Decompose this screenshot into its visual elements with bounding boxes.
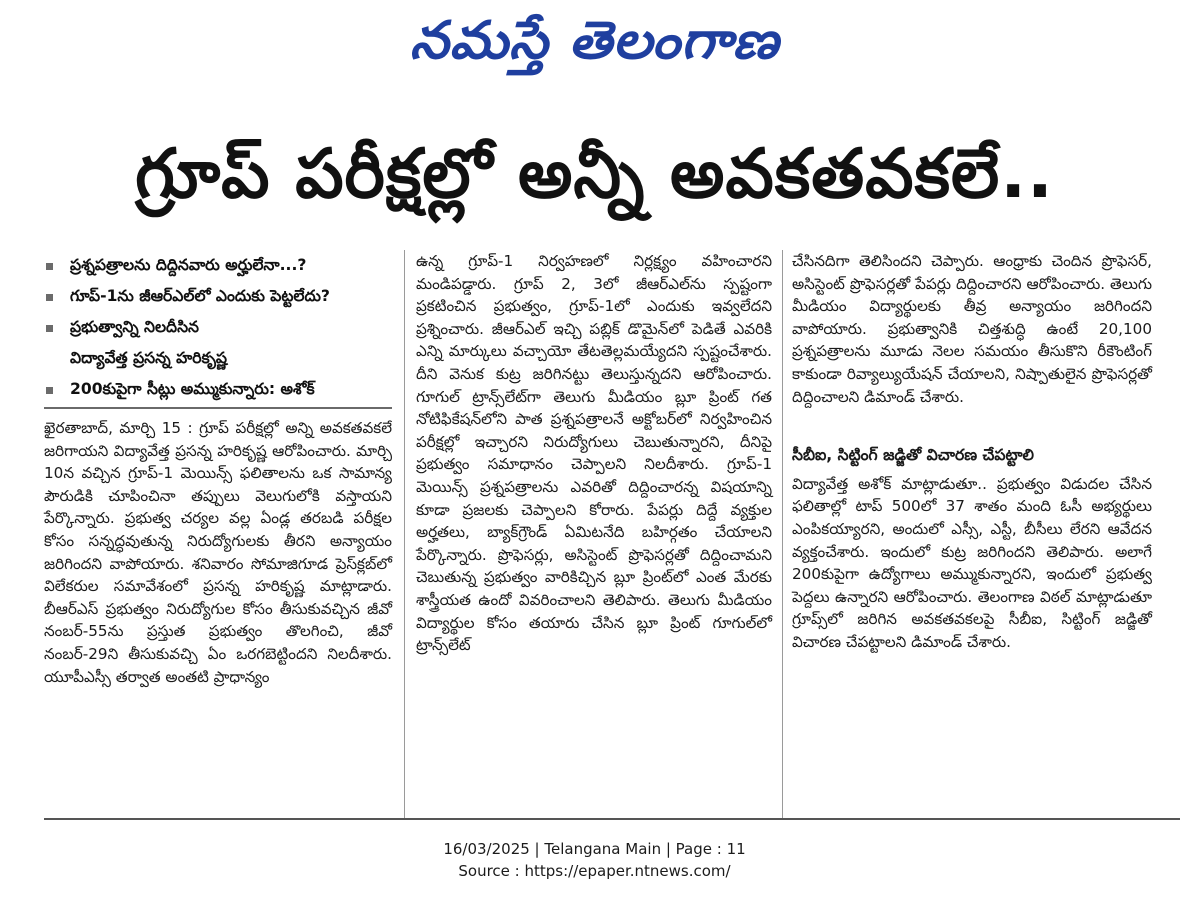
bullet-item: ప్రభుత్వాన్ని నిలదీసిన xyxy=(44,312,392,343)
article-subheading: సీబీఐ, సిట్టింగ్ జడ్జితో విచారణ చేపట్టాలి xyxy=(792,446,1034,465)
article-text: చేసినదిగా తెలిసిందని చెప్పారు. ఆంధ్రాకు చెందిన ప్రొఫెసర్, అసిస్టెంట్ ప్రొఫెసర్లతో పేపర్లు దిద్దించారని ఆరోపించారు. తెలుగు మీడియం విద్యార్థులకు తీవ్ర అన్యాయం జరిగిందని వాపోయారు. ప్రభుత్వానికి చిత్తశుద్ధి ఉంటే 20,100 ప్రశ్నపత్రాలను మూడు నెలల సమయం తీసుకొని రీకౌంటింగ్ కాకుండా రివ్యాల్యుయేషన్ చేయాలని, నిష్పాతులైన ప్రొఫెసర్లతో దిద్దించాలని డిమాండ్ చేశారు. xyxy=(792,252,1152,406)
article-column-3 xyxy=(792,250,1152,654)
footer-source: Source : https://epaper.ntnews.com/ xyxy=(458,862,731,880)
article-text: విద్యావేత్త అశోక్ మాట్లాడుతూ.. ప్రభుత్వం విడుదల చేసిన ఫలితాల్లో టాప్ 500లో 37 శాతం మంది ఓసీ అభ్యర్థులు ఎంపికయ్యారని, అందులో ఎస్సీ, ఎస్టీ, బీసీలు లేరని ఆవేదన వ్యక్తంచేశారు. ఇందులో కుట్ర జరిగిందని తెలిపారు. అలాగే 200కుపైగా ఉద్యోగాలు అమ్ముకున్నారని, ఇందులో ప్రభుత్వ పెద్దలు ఉన్నారని ఆరోపించారు. తెలంగాణ విఠల్ మాట్లాడుతూ గ్రూప్స్‌లో జరిగిన అవకతవకలపై సీబీఐ, సిట్టింగ్ జడ్జితో విచారణ చేపట్టాలని డిమాండ్ చేశారు. xyxy=(792,474,1152,651)
footer xyxy=(0,838,1189,882)
column-rule xyxy=(782,250,783,820)
bullet-item: ప్రశ్నపత్రాలను దిద్దినవారు అర్హులేనా...? xyxy=(44,250,392,281)
column-rule xyxy=(404,250,405,820)
article-text: ఖైరతాబాద్, మార్చి 15 : గ్రూప్ పరీక్షల్లో అన్ని అవకతవకలే జరిగాయని విద్యావేత్త ప్రసన్న హరికృష్ణ ఆరోపించారు. మార్చి 10న వచ్చిన గ్రూప్-1 మెయిన్స్ ఫలితాలను ఒక సామాన్య పౌరుడికి చూపించినా తప్పులు వెలుగులోకి వస్తాయని పేర్కొన్నారు. ప్రభుత్వ చర్యల వల్ల ఏండ్ల తరబడి పరీక్షల కోసం సన్నద్ధవుతున్న నిరుద్యోగులకు తీరని అన్యాయం జరిగిందని వాపోయారు. శనివారం సోమాజిగూడ ప్రెస్‌క్లబ్‌లో విలేకరుల సమావేశంలో ప్రసన్న హరికృష్ణ మాట్లాడారు. బీఆర్ఎస్ ప్రభుత్వం నిరుద్యోగుల కోసం తీసుకువచ్చిన జీవో నంబర్-55ను ప్రస్తుత ప్రభుత్వం తొలగించి, జీవో నంబర్-29ని తీసుకువచ్చి ఏం ఒరగబెట్టిందని నిలదీశారు. యూపీఎస్సీ తర్వాత అంతటి ప్రాధాన్యం xyxy=(44,419,392,686)
masthead-logo: నమస్తే తెలంగాణ xyxy=(409,10,780,71)
bullet-square-icon xyxy=(46,294,53,301)
bullet-square-icon xyxy=(46,263,53,270)
headline: గ్రూప్ పరీక్షల్లో అన్నీ అవకతవకలే.. xyxy=(135,135,1054,214)
bullet-item: 200కుపైగా సీట్లు అమ్ముకున్నారు: అశోక్ xyxy=(44,374,392,405)
summary-bullets xyxy=(44,250,392,405)
article-text: ఉన్న గ్రూప్-1 నిర్వహణలో నిర్లక్ష్యం వహించారని మండిపడ్డారు. గ్రూప్ 2, 3లో జీఆర్ఎల్‌ను స్పష్టంగా ప్రకటించిన ప్రభుత్వం, గ్రూప్-1లో ఎందుకు ఇవ్వలేదని ప్రశ్నించారు. జీఆర్ఎల్ ఇచ్చి పబ్లిక్ డొమైన్‌లో పెడితే ఎవరికి ఎన్ని మార్కులు వచ్చాయో తేటతెల్లమయ్యేదని స్పష్టంచేశారు. దీని వెనుక కుట్ర జరిగినట్టు తెలుస్తున్నదని ఆరోపించారు. గూగుల్ ట్రాన్స్‌లేట్‌గా తెలుగు మీడియం బ్లూ ప్రింట్ గత నోటిఫికేషన్‌లోని పాత ప్రశ్నపత్రాలనే అక్టోబర్‌లో నిర్వహించిన పరీక్షల్లో ఇచ్చారని నిరుద్యోగులు చెబుతున్నారని, దీనిపై ప్రభుత్వం సమాధానం చెప్పాలని నిలదీశారు. గ్రూప్-1 మెయిన్స్ ప్రశ్నపత్రాలను ఎవరితో దిద్దించారన్న విషయాన్ని కూడా ప్రజలకు చెప్పాలని కోరారు. పేపర్లు దిద్దే వ్యక్తుల అర్హతలు, బ్యాక్‌గ్రౌండ్ ఏమిటనేది బహిర్గతం చేయాలని పేర్కొన్నారు. ప్రొఫెసర్లు, అసిస్టెంట్ ప్రొఫెసర్లతో దిద్దించామని చెబుతున్న ప్రభుత్వం వారికిచ్చిన బ్లూ ప్రింట్‌లో ఎంత మేరకు శాస్త్రీయత ఉందో వివరించాలని తెలిపారు. తెలుగు మీడియం విద్యార్థుల కోసం తయారు చేసిన బ్లూ ప్రింట్ గూగుల్‌లో ట్రాన్స్‌లేట్ xyxy=(416,252,772,655)
bullet-item-continued: విద్యావేత్త ప్రసన్న హరికృష్ణ xyxy=(70,349,227,367)
bullet-item: గూప్-1ను జీఆర్ఎల్‌లో ఎందుకు పెట్టలేదు? xyxy=(44,281,392,312)
article-column-1 xyxy=(44,250,392,688)
bullet-square-icon xyxy=(46,325,53,332)
bullet-divider xyxy=(44,407,392,409)
footer-date-page: 16/03/2025 | Telangana Main | Page : 11 xyxy=(443,840,746,858)
article-column-2 xyxy=(416,250,772,657)
bullet-square-icon xyxy=(46,387,53,394)
bottom-rule xyxy=(44,818,1180,820)
